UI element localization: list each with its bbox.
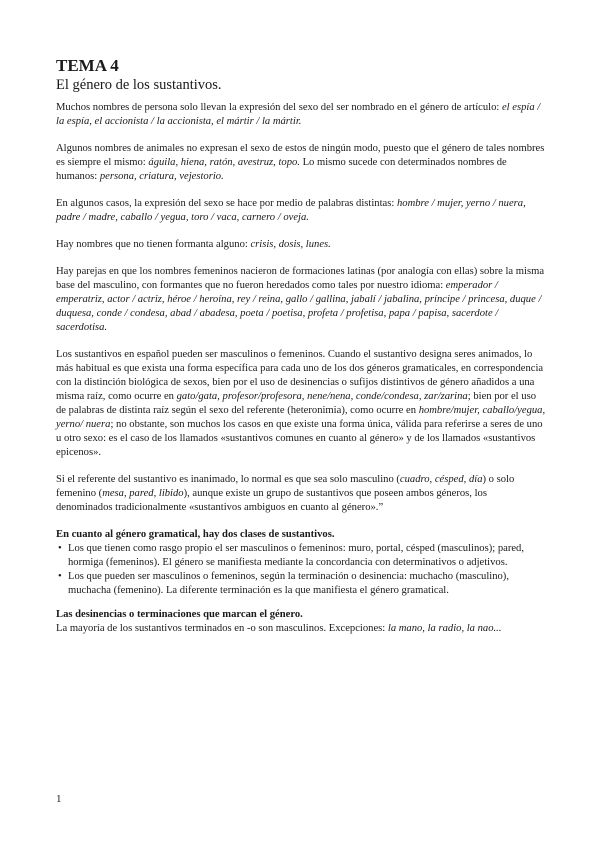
paragraph-6-text-1: Los sustantivos en español pueden ser masculinos o femeninos. Cuando el sustantivo designa seres animados, lo más habitual es que exista una forma específica para cada uno de los dos géneros gramaticales, en correspondencia con la distinción biológica de sexos, bien por el uso de desinencias o sufijos distintivos de género añadidos a una misma raíz, como ocurre en <box>56 349 544 402</box>
paragraph-5-text: Hay parejas en que los nombres femeninos nacieron de formaciones latinas (por analogía con ellas) sobre la misma base del masculino, con formantes que no fueron heredados como tales por nuestro idioma: <box>56 266 545 291</box>
paragraph-4-examples: crisis, dosis, lunes. <box>250 239 331 250</box>
paragraph-2-examples-b: persona, criatura, vejestorio. <box>99 171 224 182</box>
page-number: 1 <box>56 793 62 805</box>
paragraph-7-text-1: Si el referente del sustantivo es inanimado, lo normal es que sea solo masculino ( <box>56 474 400 485</box>
paragraph-7-text-2: ) o solo femenino ( <box>56 474 515 499</box>
section-1-heading: En cuanto al género gramatical, hay dos clases de sustantivos. <box>56 529 335 540</box>
paragraph-2-text-a: Algunos nombres de animales no expresan el sexo de estos de ningún modo, puesto que el género de tales nombres es siempre el mismo: <box>56 143 545 168</box>
page-subtitle: El género de los sustantivos. <box>56 77 222 93</box>
paragraph-4 <box>56 238 546 252</box>
paragraph-3 <box>56 197 546 225</box>
page-title: TEMA 4 <box>56 56 119 75</box>
section-2-heading: Las desinencias o terminaciones que marcan el género. <box>56 609 303 620</box>
paragraph-6-text-2: ; bien por el uso de palabras de distinta raíz según el sexo del referente (heteronimia), como ocurre en <box>56 391 536 416</box>
paragraph-6 <box>56 348 546 460</box>
paragraph-4-text: Hay nombres que no tienen formanta alguno: <box>56 239 251 250</box>
paragraph-1-text: Muchos nombres de persona solo llevan la expresión del sexo del ser nombrado en el género de artículo: <box>56 102 502 113</box>
paragraph-7-text-3: ), aunque existe un grupo de sustantivos que poseen ambos géneros, los denominados tradicionalmente «sustantivos ambiguos en cuanto al género».” <box>56 488 487 513</box>
list-item: • Los que pueden ser masculinos o femeninos, según la terminación o desinencia: muchacho (masculino), muchacha (femenino). La diferente terminación es la que manifiesta el género gramatical. <box>68 570 546 598</box>
paragraph-6-examples-2: hombre/mujer, caballo/yegua, yerno/ nuera <box>56 405 546 430</box>
paragraph-6-examples-1: gato/gata, profesor/profesora, nene/nena, conde/condesa, zar/zarina <box>176 391 468 402</box>
paragraph-7 <box>56 473 546 515</box>
paragraph-3-examples: hombre / mujer, yerno / nuera, padre / madre, caballo / yegua, toro / vaca, carnero / oveja. <box>56 198 526 223</box>
page-content <box>56 56 546 649</box>
paragraph-2-text-b: Lo mismo sucede con determinados nombres de humanos: <box>56 157 507 182</box>
section-2-text: La mayoría de los sustantivos terminados en -o son masculinos. Excepciones: <box>56 623 388 634</box>
paragraph-7-examples-1: cuadro, césped, día <box>399 474 483 485</box>
section-2-paragraph <box>56 622 546 636</box>
paragraph-1 <box>56 101 546 129</box>
section-2-examples: la mano, la radio, la nao... <box>387 623 502 634</box>
paragraph-6-text-3: ; no obstante, son muchos los casos en que existe una forma única, válida para referirse a seres de uno u otro sexo: es el caso de los llamados «sustantivos comunes en cuanto al género» y de los llamados «sustantivos epicenos». <box>56 419 543 458</box>
paragraph-5 <box>56 265 546 335</box>
paragraph-2 <box>56 142 546 184</box>
section-1-list <box>56 542 546 598</box>
paragraph-2-examples-a: águila, hiena, ratón, avestruz, topo. <box>148 157 300 168</box>
paragraph-7-examples-2: mesa, pared, libido <box>102 488 184 499</box>
paragraph-5-examples: emperador / emperatriz, actor / actriz, héroe / heroína, rey / reina, gallo / gallina, jabalí / jabalina, príncipe / princesa, duque / duquesa, conde / condesa, abad / abadesa, poeta / poetisa, profeta / profetisa, papa / papisa, sacerdote / sacerdotisa. <box>56 280 542 333</box>
paragraph-3-text: En algunos casos, la expresión del sexo se hace por medio de palabras distintas: <box>56 198 397 209</box>
paragraph-1-examples: el espía / la espía, el accionista / la accionista, el mártir / la mártir. <box>56 102 541 127</box>
list-item: • Los que tienen como rasgo propio el ser masculinos o femeninos: muro, portal, césped (masculinos); pared, hormiga (femeninos). El género se manifiesta mediante la concordancia con determinativos o adjetivos. <box>68 542 546 570</box>
